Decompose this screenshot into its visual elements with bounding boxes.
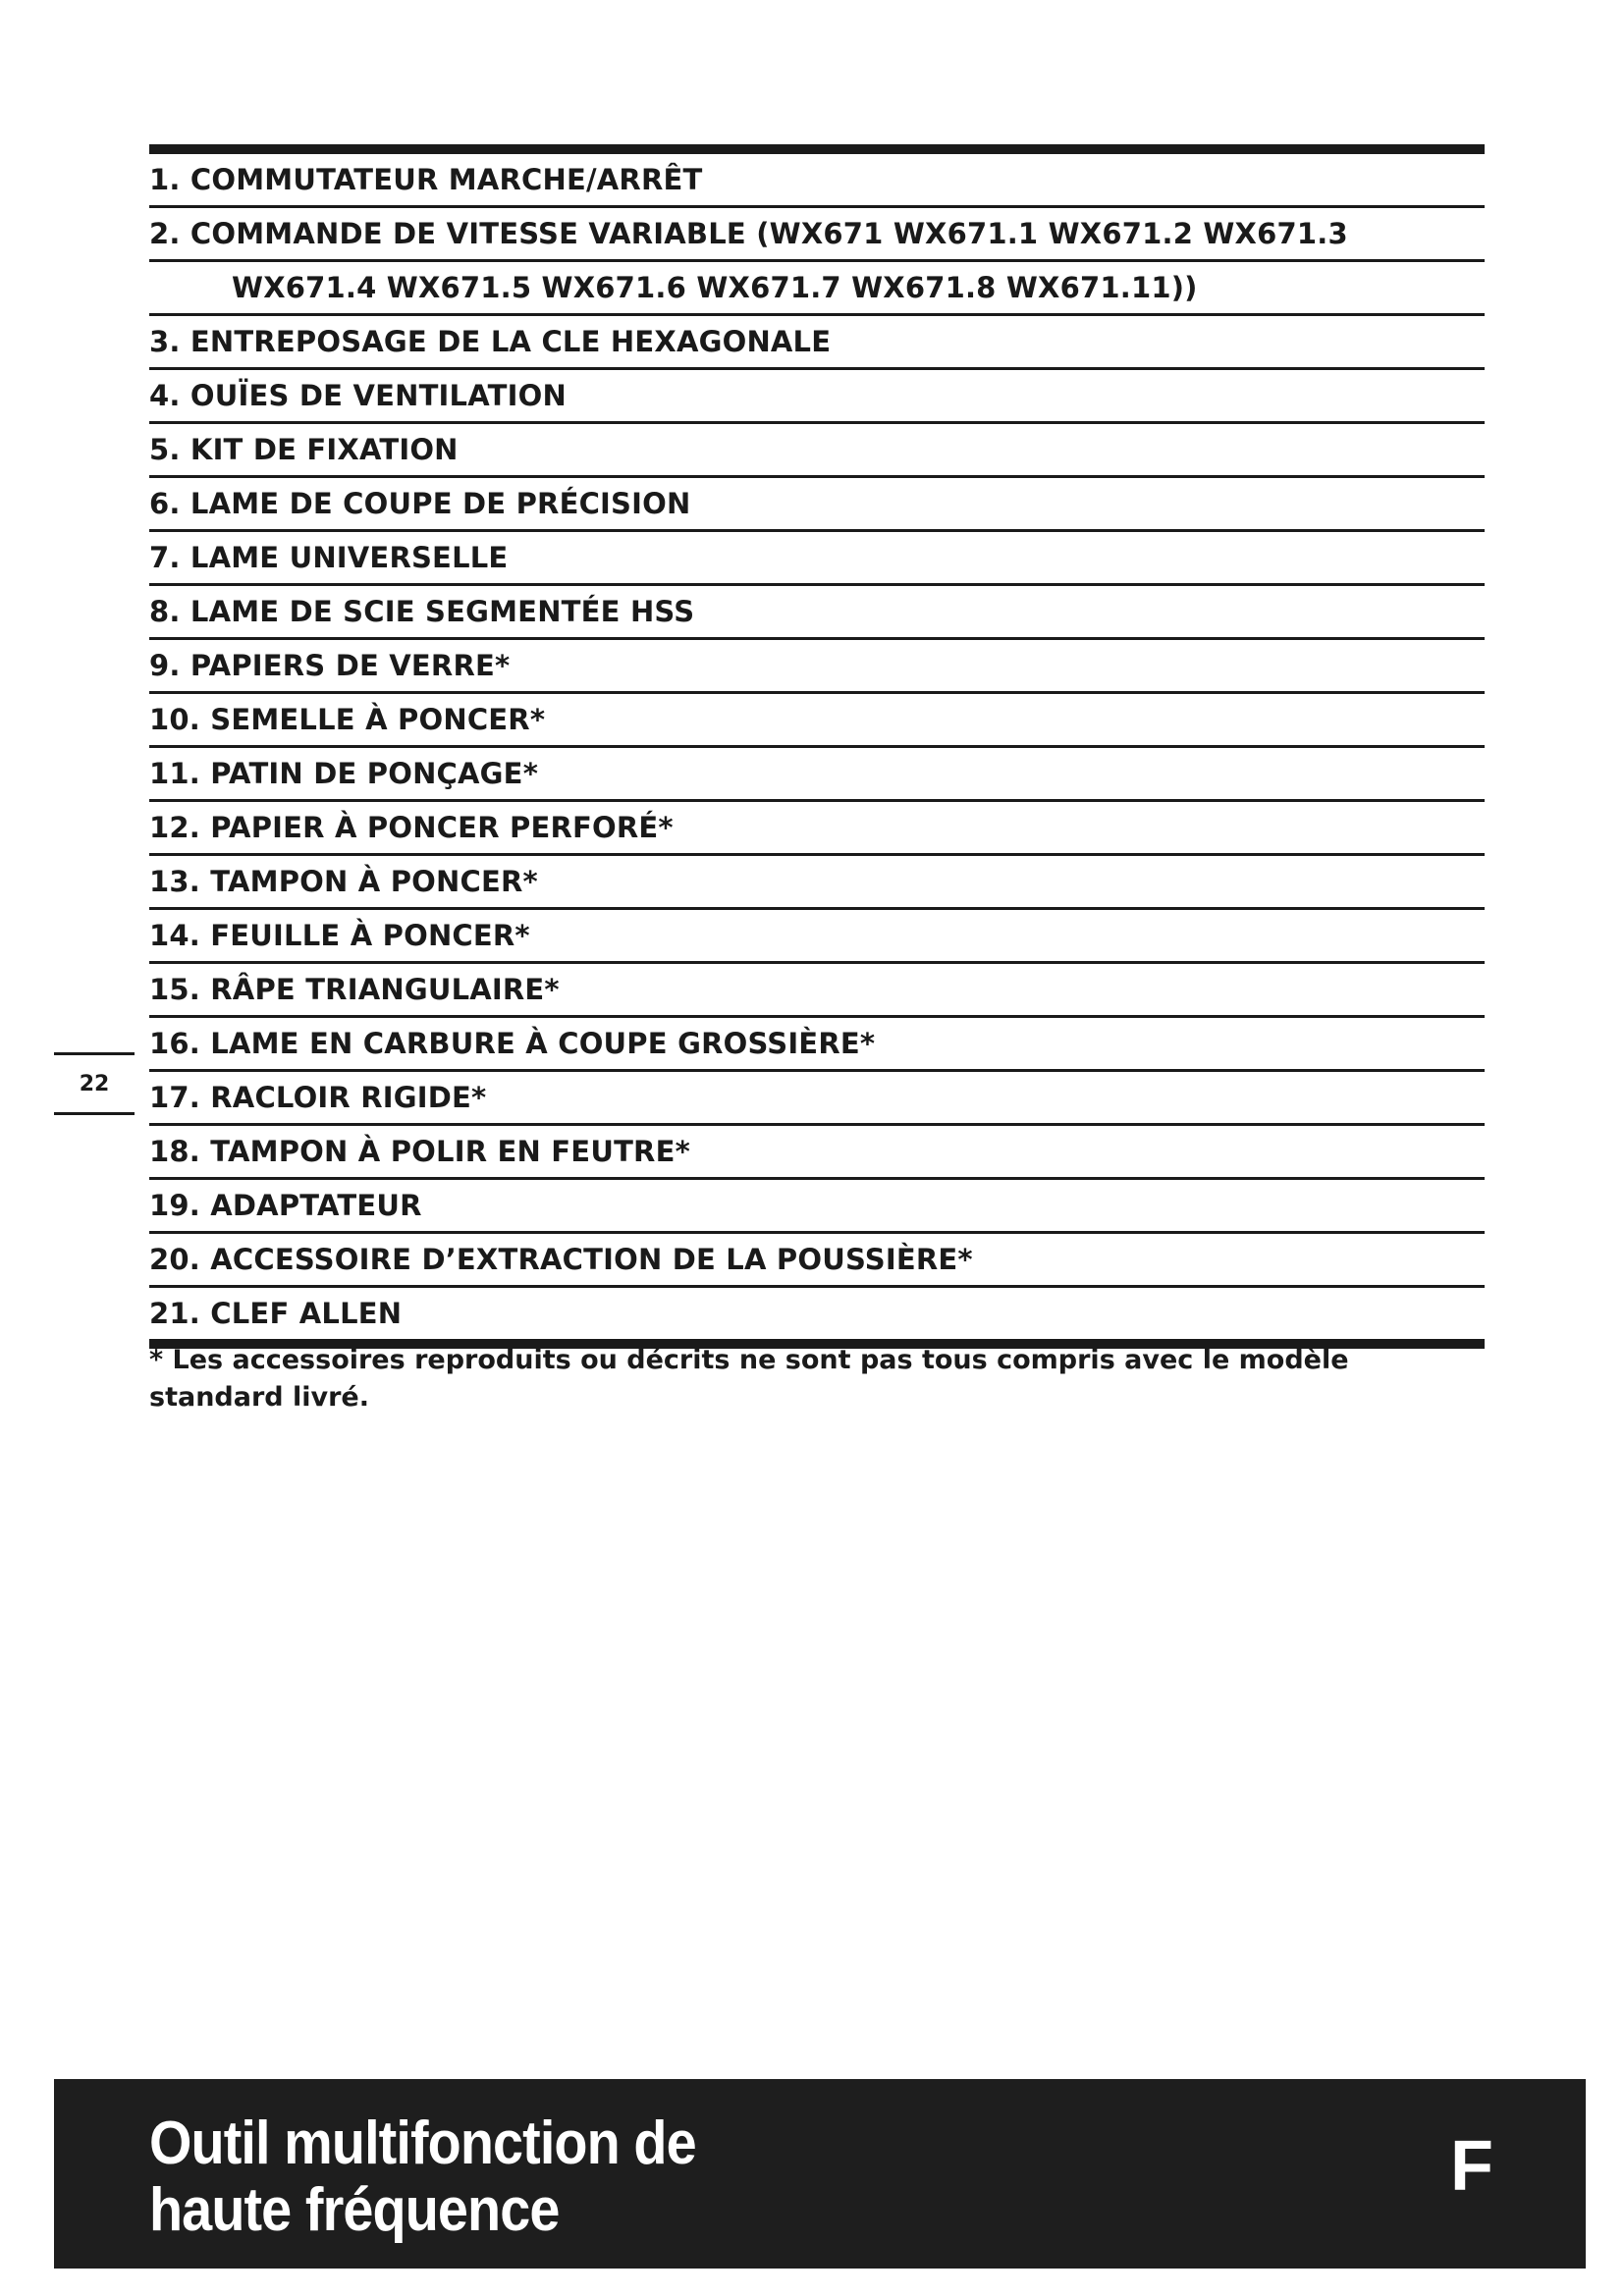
list-item-label: 20. ACCESSOIRE D’EXTRACTION DE LA POUSSIÈRE* [149,1243,973,1276]
list-item-label: 4. OUÏES DE VENTILATION [149,379,567,412]
list-item [149,748,1485,802]
list-item [149,1180,1485,1234]
list-item-label: 2. COMMANDE DE VITESSE VARIABLE (WX671 WX671.1 WX671.2 WX671.3 [149,217,1348,250]
list-item-label: 14. FEUILLE À PONCER* [149,919,530,952]
list-item [149,586,1485,640]
list-item [149,1234,1485,1288]
list-item [149,694,1485,748]
list-item-label: 6. LAME DE COUPE DE PRÉCISION [149,487,691,520]
document-title-line-1: Outil multifonction de [149,2109,696,2177]
list-item-label: 21. CLEF ALLEN [149,1297,403,1330]
list-item [149,370,1485,424]
footnote-line-2: standard livré. [149,1382,370,1413]
list-item-continuation [149,262,1485,316]
parts-list [149,144,1485,1349]
list-item-label: 1. COMMUTATEUR MARCHE/ARRÊT [149,163,703,196]
list-item-label: WX671.4 WX671.5 WX671.6 WX671.7 WX671.8 WX671.11)) [232,271,1198,304]
footnote-line-1: * Les accessoires reproduits ou décrits ne sont pas tous compris avec le modèle [149,1345,1349,1375]
list-item [149,856,1485,910]
list-item [149,1288,1485,1339]
footer-banner [54,2079,1586,2269]
list-item-label: 19. ADAPTATEUR [149,1189,422,1222]
list-item-label: 7. LAME UNIVERSELLE [149,541,509,574]
list-item-label: 18. TAMPON À POLIR EN FEUTRE* [149,1135,690,1168]
list-item [149,640,1485,694]
list-item-label: 12. PAPIER À PONCER PERFORÉ* [149,811,674,844]
document-title [149,2110,696,2244]
list-item [149,478,1485,532]
list-item-label: 9. PAPIERS DE VERRE* [149,649,511,682]
list-item-label: 17. RACLOIR RIGIDE* [149,1081,487,1114]
list-item [149,316,1485,370]
list-item-label: 3. ENTREPOSAGE DE LA CLE HEXAGONALE [149,325,832,358]
list-item [149,154,1485,208]
list-item-label: 10. SEMELLE À PONCER* [149,703,546,736]
list-item-label: 13. TAMPON À PONCER* [149,865,538,898]
list-item [149,802,1485,856]
list-item [149,1126,1485,1180]
list-item-label: 15. RÂPE TRIANGULAIRE* [149,973,560,1006]
list-item [149,424,1485,478]
list-item [149,208,1485,262]
page-number: 22 [54,1052,135,1115]
language-badge: F [1450,2127,1493,2206]
footnote [149,1342,1485,1416]
list-item-label: 5. KIT DE FIXATION [149,433,459,466]
list-item [149,910,1485,964]
list-item-label: 16. LAME EN CARBURE À COUPE GROSSIÈRE* [149,1027,876,1060]
list-item [149,964,1485,1018]
list-item-label: 11. PATIN DE PONÇAGE* [149,757,539,790]
list-item-label: 8. LAME DE SCIE SEGMENTÉE HSS [149,595,695,628]
list-item [149,1072,1485,1126]
list-item [149,1018,1485,1072]
document-title-line-2: haute fréquence [149,2176,560,2244]
list-item [149,532,1485,586]
